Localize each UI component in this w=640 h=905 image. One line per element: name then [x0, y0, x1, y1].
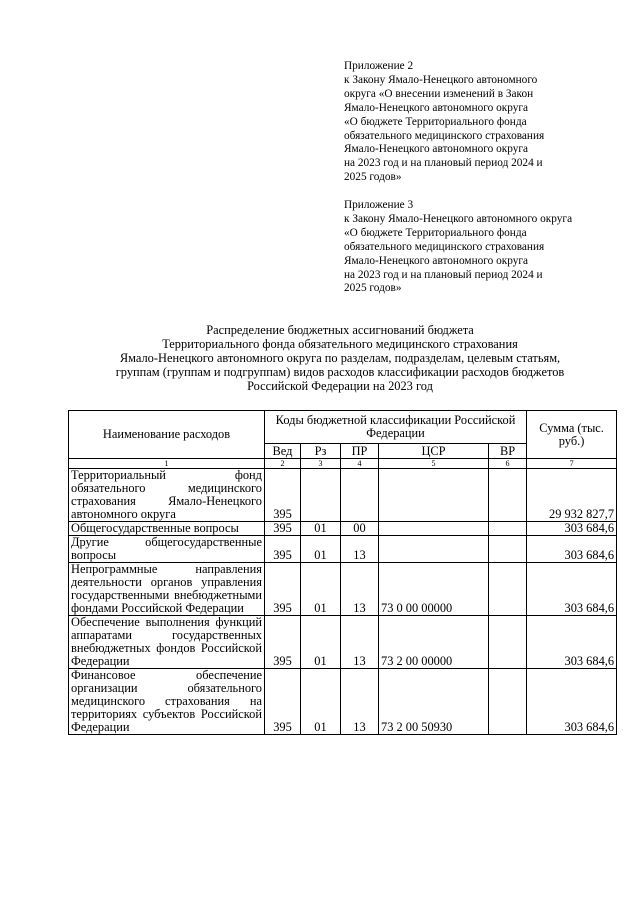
column-number: 2: [265, 459, 301, 469]
row-csr: 73 2 00 50930: [379, 669, 489, 735]
row-pr: 13: [341, 536, 379, 563]
appendix-2-line: «О бюджете Территориального фонда: [344, 115, 527, 128]
header-pr: ПР: [341, 444, 379, 459]
table-row: [69, 669, 617, 735]
appendix-3-line: обязательного медицинского страхования: [344, 240, 545, 253]
header-csr: ЦСР: [379, 444, 489, 459]
column-number: 6: [489, 459, 527, 469]
appendix-2-line: Ямало-Ненецкого автономного округа: [344, 143, 529, 156]
appendix-3-line: Приложение 3: [344, 199, 414, 211]
row-vr: [489, 536, 527, 563]
row-rz: 01: [301, 616, 341, 669]
document-title: [60, 323, 620, 393]
appendix-3-line: к Закону Ямало-Ненецкого автономного округа: [344, 212, 573, 225]
row-vr: [489, 563, 527, 616]
row-ved: 395: [265, 669, 301, 735]
title-line: Российской Федерации на 2023 год: [247, 379, 433, 393]
row-vr: [489, 469, 527, 522]
header-vr: ВР: [489, 444, 527, 459]
row-name: Обеспечение выполнения функций аппаратами государственных внебюджетных фондов Российской Федерации: [69, 616, 265, 669]
title-line: Распределение бюджетных ассигнований бюджета: [206, 323, 474, 337]
appendix-3-line: на 2023 год и на плановый период 2024 и: [344, 268, 543, 281]
table-row: [69, 563, 617, 616]
header-rz: Рз: [301, 444, 341, 459]
row-csr: [379, 522, 489, 536]
appendix-2-line: Приложение 2: [344, 60, 414, 72]
appendix-2-line: к Закону Ямало-Ненецкого автономного: [344, 73, 538, 86]
table-row: [69, 522, 617, 536]
column-number: 3: [301, 459, 341, 469]
budget-table: [68, 410, 617, 735]
row-pr: 00: [341, 522, 379, 536]
row-vr: [489, 522, 527, 536]
appendix-2-line: обязательного медицинского страхования: [344, 129, 545, 142]
column-number-row: [69, 459, 617, 469]
row-csr: 73 2 00 00000: [379, 616, 489, 669]
row-rz: 01: [301, 522, 341, 536]
row-sum: 303 684,6: [527, 563, 617, 616]
row-vr: [489, 669, 527, 735]
header-name: Наименование расходов: [69, 411, 265, 459]
appendix-2-block: [344, 60, 624, 185]
appendix-2-line: на 2023 год и на плановый период 2024 и: [344, 157, 543, 170]
row-sum: 303 684,6: [527, 522, 617, 536]
title-line: Территориального фонда обязательного медицинского страхования: [162, 337, 518, 351]
row-vr: [489, 616, 527, 669]
appendix-3-line: «О бюджете Территориального фонда: [344, 226, 527, 239]
row-ved: 395: [265, 536, 301, 563]
column-number: 4: [341, 459, 379, 469]
table-row: [69, 536, 617, 563]
table-row: [69, 469, 617, 522]
row-name: Территориальный фонд обязательного медицинского страхования Ямало-Ненецкого автономного округа: [69, 469, 265, 522]
row-sum: 303 684,6: [527, 616, 617, 669]
appendix-2-line: округа «О внесении изменений в Закон: [344, 87, 534, 100]
row-rz: 01: [301, 669, 341, 735]
row-name: Финансовое обеспечение организации обязательного медицинского страхования на территориях субъектов Российской Федерации: [69, 669, 265, 735]
row-csr: 73 0 00 00000: [379, 563, 489, 616]
row-rz: [301, 469, 341, 522]
row-sum: 29 932 827,7: [527, 469, 617, 522]
appendix-2-line: 2025 годов»: [344, 171, 402, 184]
row-sum: 303 684,6: [527, 536, 617, 563]
appendix-3-line: Ямало-Ненецкого автономного округа: [344, 254, 529, 267]
header-codes: Коды бюджетной классификации Российской Федерации: [265, 411, 527, 444]
row-ved: 395: [265, 469, 301, 522]
row-name: Другие общегосударственные вопросы: [69, 536, 265, 563]
row-ved: 395: [265, 563, 301, 616]
appendix-3-line: 2025 годов»: [344, 282, 402, 295]
table-row: [69, 616, 617, 669]
row-name: Общегосударственные вопросы: [69, 522, 265, 536]
row-name: Непрограммные направления деятельности органов управления государственными внебюджетными фондами Российской Федерации: [69, 563, 265, 616]
column-number: 5: [379, 459, 489, 469]
row-sum: 303 684,6: [527, 669, 617, 735]
header-sum: Сумма (тыс. руб.): [527, 411, 617, 459]
column-number: 7: [527, 459, 617, 469]
table-header-row: [69, 411, 617, 444]
row-ved: 395: [265, 616, 301, 669]
header-ved: Вед: [265, 444, 301, 459]
row-pr: 13: [341, 563, 379, 616]
row-pr: 13: [341, 616, 379, 669]
title-line: Ямало-Ненецкого автономного округа по разделам, подразделам, целевым статьям,: [119, 351, 561, 365]
row-pr: [341, 469, 379, 522]
row-rz: 01: [301, 536, 341, 563]
row-rz: 01: [301, 563, 341, 616]
row-ved: 395: [265, 522, 301, 536]
row-csr: [379, 536, 489, 563]
row-csr: [379, 469, 489, 522]
row-pr: 13: [341, 669, 379, 735]
column-number: 1: [69, 459, 265, 469]
appendix-3-block: [344, 199, 624, 296]
title-line: группам (группам и подгруппам) видов расходов классификации расходов бюджетов: [115, 365, 565, 379]
appendix-2-line: Ямало-Ненецкого автономного округа: [344, 101, 529, 114]
